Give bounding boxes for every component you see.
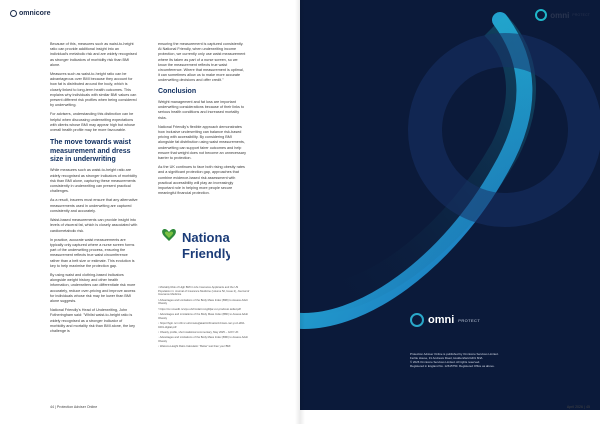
omni-protect-logo (410, 313, 480, 327)
footnotes (158, 286, 250, 351)
nf-logo-line1: National (182, 230, 230, 245)
publisher-line: Registered in England No. 12615750. Registered Office as above. (410, 364, 495, 369)
right-page (300, 0, 600, 424)
omnicore-wordmark: omnicore (19, 10, 51, 17)
paragraph: ensuring the measurement is captured consistently. At National Friendly, when underwriting income protection, we currently only use waist measurement where its taken as part of a nurse screen, so we know the measurement reflects true waist circumference. Where that measurement is optimal, it can sometimes allow us to make more accurate underwriting decisions and offer credit." (158, 42, 246, 83)
advert-panel (300, 0, 600, 410)
publisher-info (410, 352, 560, 368)
page-fold (295, 0, 305, 424)
omni-wordmark: omni (550, 10, 570, 20)
paragraph: Weight management and fat loss are important underwriting considerations because of their links to serious health conditions and increased mortality risks. (158, 100, 245, 120)
paragraph: By using waist and clothing-based indicators alongside weight history and other health information, underwriters can differentiate risk more accurately, reduce over-pricing and improve access for individuals whose risk may be lower than BMI alone suggests. (50, 272, 136, 303)
section-heading: Conclusion (158, 87, 197, 95)
paragraph: In practice, accurate waist measurements are typically only captured where a nurse screen forms part of the underwriting process, ensuring the measurement reflects true waist circumference rather than a belt size or estimate. This evolution is key to help maximise the protection gap. (50, 237, 135, 268)
heart-icon (162, 229, 176, 241)
page-footer-right: April 2026 | 45 (566, 405, 590, 409)
national-friendly-logo-graphic (160, 220, 230, 266)
swoosh-graphic (300, 0, 600, 410)
nf-logo-line2: Friendly (182, 246, 230, 261)
page-footer-left: 44 | Protection Adviser Online (50, 405, 98, 409)
paragraph: As a result, insurers must ensure that any alternative measurements used in underwriting are captured consistently and accurately. (50, 198, 138, 213)
paragraph: Measures such as waist-to-height ratio can be advantageous over BMI because they account for how fat is distributed around the body, which is closely linked to long-term health outcomes. This explains why individuals with similar BMI values can present different risk profiles when being considered by underwriting. (50, 72, 137, 108)
footnote: ⁸ Waist-to-Height Ratio Calculator: 'Better' test than your BMI (158, 345, 231, 349)
paragraph: Because of this, measures such as waist-to-height ratio can provide additional insight into an individual's metabolic risk and are widely recognised as stronger indicators of morbidity risk than BMI alone. (50, 42, 137, 67)
national-friendly-logo (160, 220, 230, 266)
footnote: ³ https://nc.ncoedb.ncv/pu.ub/trmdatr.rongbl/jar-rer-prodcuto.tedtel.pdf (158, 307, 241, 311)
omni-wordmark: omni (428, 314, 455, 326)
footnote: ² Advantages and Limitations of the Body Mass Index (BMI) to Assess Adult Obesity (158, 298, 248, 306)
section-heading: The move towards waist measurement and dress size in underwriting (50, 139, 131, 164)
paragraph: Waist-based measurements can provide insight into levels of visceral fat, which is closely associated with cardiometabolic risk. (50, 218, 138, 233)
omni-ring-icon (410, 313, 424, 327)
omnicore-mark-icon (10, 10, 17, 17)
publisher-line: Protection Adviser Online is published by Omnicore Services Limited. (410, 352, 499, 356)
omni-protect-header-logo (535, 9, 590, 21)
footnote: ⁴ Advantages and Limitations of the Body Mass Index (BMI) to Assess Adult Obesity (158, 312, 248, 320)
paragraph: National Friendly's flexible approach demonstrates how inclusive underwriting can balance risk-based pricing with accessibility. By considering BMI alongside fat distribution using waist measurements, underwriting can support fairer outcomes and help ensure that weight does not become an unnecessary barrier to protection. (158, 124, 246, 161)
protect-tag: PROTECT (458, 317, 481, 323)
protect-tag: PROTECT (572, 13, 590, 17)
omnicore-logo (10, 10, 51, 17)
footnote: ⁷ Advantages and Limitations of the Body Mass Index (BMI) to Assess Adult Obesity (158, 336, 248, 343)
footnote: ⁶ Obesity profile, short statistical commentary, May 2025 – GOV UK (158, 330, 239, 334)
publisher-line: Fertile House, 31 Andrews Road, Huddersfield HD1 6NA (410, 356, 483, 361)
omni-ring-icon (535, 9, 547, 21)
footnote: ¹ Mortality Risk of High BMI in Life Insurance Applicants and the US Population in: Journal of Insurance Medicine (volume 52, Issue 2), Journal of Insurance Medicine (158, 286, 250, 297)
paragraph: While measures such as waist-to-height ratio are widely recognised as stronger indicators of morbidity risk than BMI alone, capturing these measurements consistently in underwriting can present practical challenges. (50, 168, 138, 194)
text-column-left (50, 42, 138, 338)
paragraph: For advisers, understanding this distinction can be helpful when discussing underwriting expectations with clients whose BMI may appear high but whose overall health profile may be more favourable. (50, 112, 136, 133)
text-column-right (158, 42, 246, 200)
paragraph: As the UK continues to face both rising obesity rates and a significant protection gap, approaches that combine evidence-based risk assessment with practical accessibility will play an increasingly important role in helping more people secure meaningful financial protection. (158, 165, 245, 196)
publisher-line: © 2026 Omnicore Services Limited. All rights reserved. (410, 360, 481, 365)
footnote: ⁵ https://hgtn.ncr.nrtb.tc.uk/cmukuj/jakat/ntr/bnatord-fmtam-nar-yn-0-tdb0-0401-digital.pdf (158, 321, 245, 329)
paragraph: National Friendly's Head of Underwriting, John Fotheringham said: "Whilst waist-to-height ratio is widely recognised as a stronger indicator of morbidity and mortality risk than BMI alone, the key challenge is (50, 308, 136, 333)
